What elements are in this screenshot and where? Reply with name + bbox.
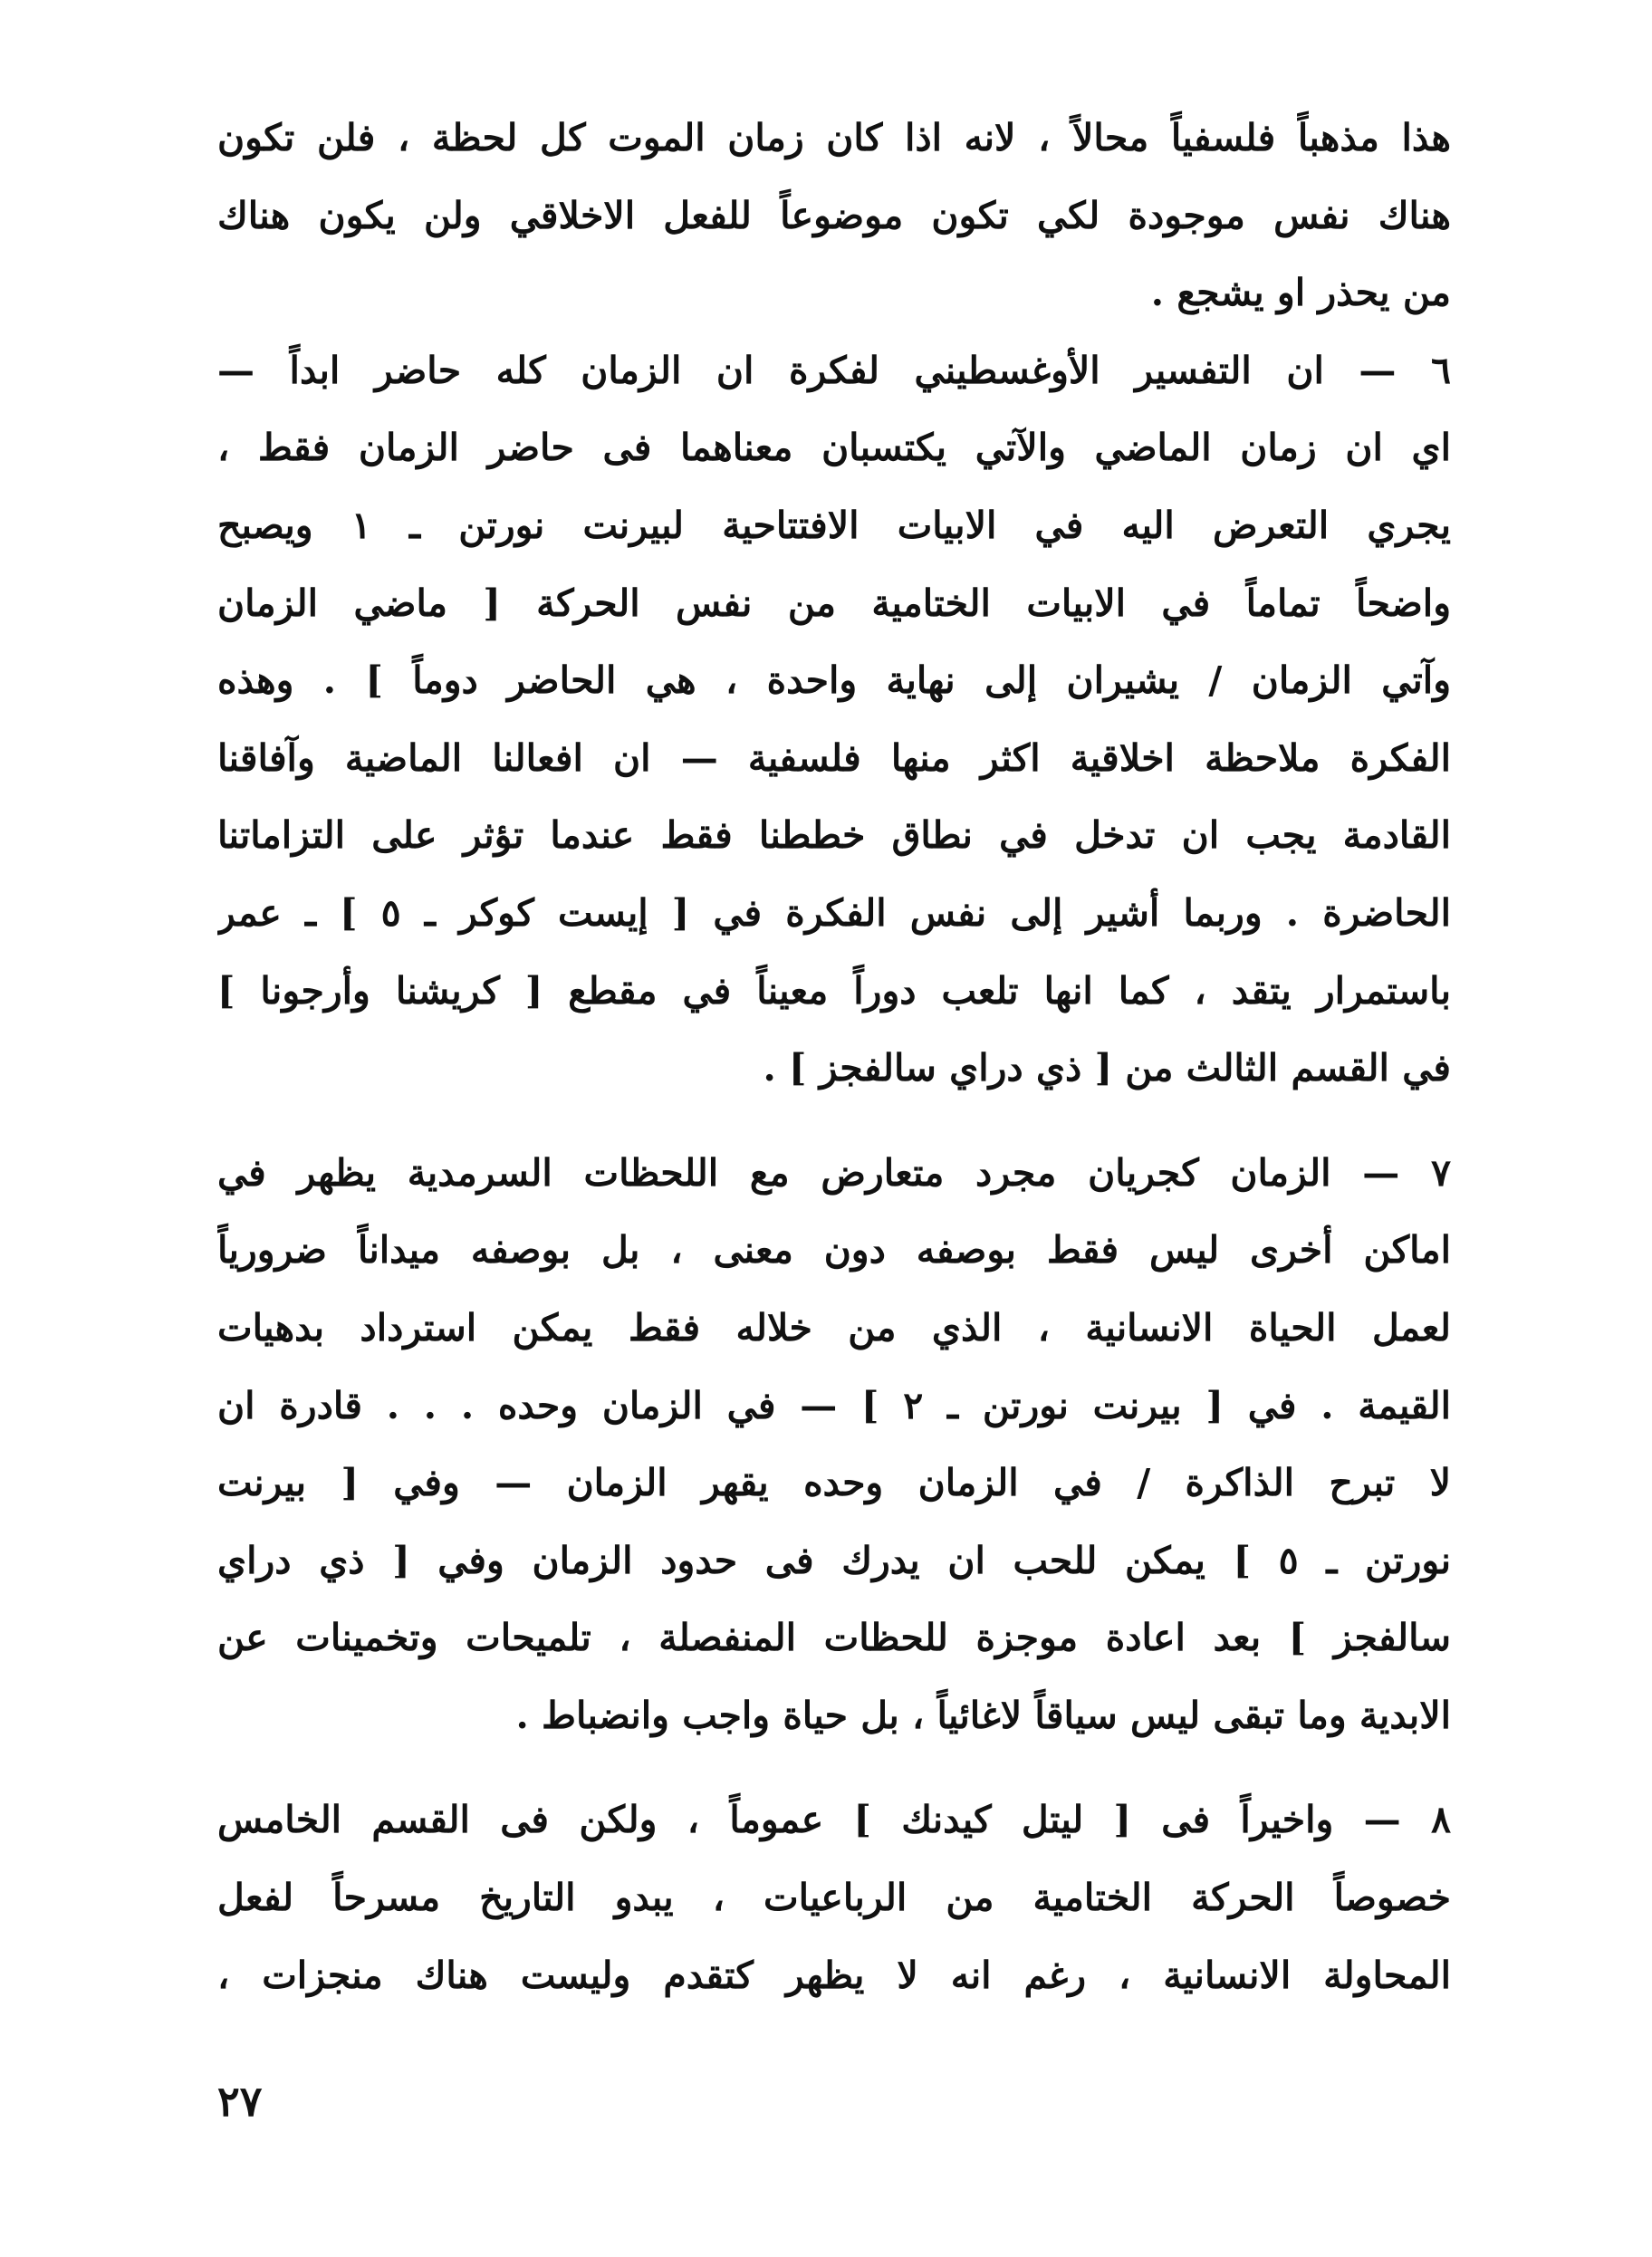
text-line: وآتي الزمان / يشيران إلى نهاية واحدة ، هي الحاضر دوماً ] . وهذه bbox=[217, 658, 1451, 703]
paragraph-3 bbox=[217, 1135, 1451, 1755]
text-line: لعمل الحياة الانسانية ، الذي من خلاله فقط يمكن استرداد بدهيات bbox=[217, 1305, 1451, 1349]
text-line: في القسم الثالث من [ ذي دراي سالفجز ] . bbox=[763, 1046, 1451, 1090]
paragraph-spacer bbox=[217, 1108, 1451, 1135]
text-line: يجري التعرض اليه في الابيات الافتتاحية لبيرنت نورتن ـ ١ ويصبح bbox=[217, 503, 1451, 547]
text-line: ٧ — الزمان كجريان مجرد متعارض مع اللحظات السرمدية يظهر في bbox=[217, 1150, 1451, 1195]
text-line: القادمة يجب ان تدخل في نطاق خططنا فقط عندما تؤثر على التزاماتنا bbox=[217, 813, 1451, 858]
text-line: اماكن أخرى ليس فقط بوصفه دون معنى ، بل بوصفه ميداناً ضرورياً bbox=[217, 1228, 1451, 1273]
text-line: سالفجز ] بعد اعادة موجزة للحظات المنفصلة ، تلميحات وتخمينات عن bbox=[217, 1616, 1451, 1660]
text-line: الابدية وما تبقى ليس سياقاً لاغائياً ، بل حياة واجب وانضباط . bbox=[515, 1693, 1451, 1737]
text-line: لا تبرح الذاكرة / في الزمان وحده يقهر الزمان — وفي [ بيرنت bbox=[217, 1461, 1451, 1505]
text-line: نورتن ـ ٥ ] يمكن للحب ان يدرك فى حدود الزمان وفي [ ذي دراي bbox=[217, 1538, 1451, 1582]
body-text bbox=[217, 100, 1451, 2014]
text-line: باستمرار يتقد ، كما انها تلعب دوراً معيناً في مقطع [ كريشنا وأرجونا ] bbox=[217, 968, 1451, 1013]
text-line: هناك نفس موجودة لكي تكون موضوعاً للفعل الاخلاقي ولن يكون هناك bbox=[217, 193, 1451, 237]
paragraph-4 bbox=[217, 1782, 1451, 2014]
text-line: المحاولة الانسانية ، رغم انه لا يظهر كتقدم وليست هناك منجزات ، bbox=[217, 1953, 1451, 1997]
text-line: الفكرة ملاحظة اخلاقية اكثر منها فلسفية — ان افعالنا الماضية وآفاقنا bbox=[217, 735, 1451, 780]
text-line: واضحاً تماماً في الابيات الختامية من نفس الحركة [ ماضي الزمان bbox=[217, 581, 1451, 625]
paragraph-2 bbox=[217, 332, 1451, 1108]
paragraph-spacer bbox=[217, 1754, 1451, 1782]
text-line: خصوصاً الحركة الختامية من الرباعيات ، يبدو التاريخ مسرحاً لفعل bbox=[217, 1876, 1451, 1920]
text-line: من يحذر او يشجع . bbox=[1150, 271, 1451, 315]
text-line: ٨ — واخيراً فى [ ليتل كيدنك ] عموماً ، ولكن فى القسم الخامس bbox=[217, 1798, 1451, 1842]
text-line: القيمة . في [ بيرنت نورتن ـ ٢ ] — في الزمان وحده . . . قادرة ان bbox=[217, 1383, 1451, 1427]
text-line: هذا مذهباً فلسفياً محالاً ، لانه اذا كان زمان الموت كل لحظة ، فلن تكون bbox=[217, 116, 1451, 159]
text-line: ٦ — ان التفسير الأوغسطيني لفكرة ان الزمان كله حاضر ابداً — bbox=[217, 348, 1451, 392]
page-number: ٢٧ bbox=[217, 2077, 263, 2126]
text-line: اي ان زمان الماضي والآتي يكتسبان معناهما فى حاضر الزمان فقط ، bbox=[217, 426, 1451, 470]
text-line: الحاضرة . وربما أشير إلى نفس الفكرة في [ إيست كوكر ـ ٥ ] ـ عمر bbox=[217, 890, 1451, 935]
paragraph-1 bbox=[217, 100, 1451, 332]
